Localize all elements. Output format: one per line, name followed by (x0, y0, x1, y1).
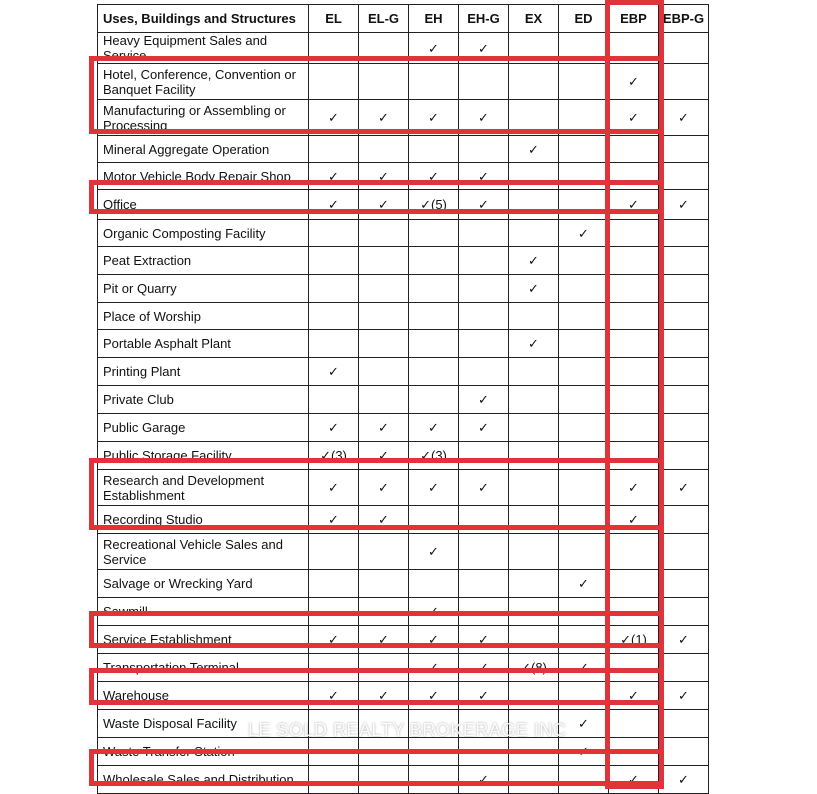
permit-mark-cell (559, 626, 609, 654)
use-label: Recreational Vehicle Sales and Service (98, 534, 309, 570)
permit-mark-cell (409, 136, 459, 163)
use-label: Waste Transfer Station (98, 738, 309, 766)
permit-mark-cell (359, 220, 409, 247)
permit-mark-cell: ✓ (459, 654, 509, 682)
permit-mark-cell (559, 100, 609, 136)
permit-mark-cell (509, 358, 559, 386)
permit-mark-cell (559, 682, 609, 710)
permit-mark-cell (509, 64, 559, 100)
permit-mark-cell (409, 64, 459, 100)
table-row (98, 358, 709, 386)
permit-mark-cell: ✓ (309, 470, 359, 506)
use-label: Peat Extraction (98, 247, 309, 275)
permit-mark-cell (659, 738, 709, 766)
table-row (98, 190, 709, 220)
permit-mark-cell (659, 136, 709, 163)
use-label: Recording Studio (98, 506, 309, 534)
table-row (98, 64, 709, 100)
header-zone-ebp: EBP (609, 5, 659, 33)
permit-mark-cell: ✓ (359, 414, 409, 442)
permit-mark-cell (409, 358, 459, 386)
permit-mark-cell (609, 598, 659, 626)
table-row (98, 654, 709, 682)
use-label: Portable Asphalt Plant (98, 330, 309, 358)
permit-mark-cell (609, 275, 659, 303)
table-row (98, 275, 709, 303)
permit-mark-cell (359, 330, 409, 358)
permit-mark-cell (509, 570, 559, 598)
permit-mark-cell (359, 534, 409, 570)
permit-mark-cell: ✓ (509, 247, 559, 275)
permit-mark-cell: ✓ (409, 470, 459, 506)
use-label: Public Garage (98, 414, 309, 442)
permit-mark-cell: ✓ (359, 506, 409, 534)
permit-mark-cell (359, 766, 409, 794)
permit-mark-cell (609, 414, 659, 442)
use-label: Organic Composting Facility (98, 220, 309, 247)
permit-mark-cell: ✓ (459, 414, 509, 442)
permit-mark-cell: ✓(3) (309, 442, 359, 470)
permit-mark-cell (509, 598, 559, 626)
permit-mark-cell: ✓ (459, 100, 509, 136)
use-label: Service Establishment (98, 626, 309, 654)
permit-mark-cell (659, 330, 709, 358)
permit-mark-cell: ✓ (409, 100, 459, 136)
header-uses: Uses, Buildings and Structures (98, 5, 309, 33)
permit-mark-cell (659, 247, 709, 275)
permit-mark-cell: ✓ (309, 626, 359, 654)
use-label: Manufacturing or Assembling or Processing (98, 100, 309, 136)
table-row (98, 598, 709, 626)
permit-mark-cell (409, 738, 459, 766)
permit-mark-cell (659, 163, 709, 190)
permit-mark-cell (559, 598, 609, 626)
permit-mark-cell (459, 738, 509, 766)
permit-mark-cell: ✓ (459, 682, 509, 710)
permit-mark-cell: ✓ (509, 275, 559, 303)
use-label: Heavy Equipment Sales and Service (98, 33, 309, 64)
header-zone-eh-g: EH-G (459, 5, 509, 33)
permit-mark-cell (559, 358, 609, 386)
permit-mark-cell: ✓ (309, 414, 359, 442)
permit-mark-cell (509, 33, 559, 64)
permit-mark-cell: ✓ (409, 534, 459, 570)
permit-mark-cell (459, 442, 509, 470)
permit-mark-cell: ✓ (409, 163, 459, 190)
permit-mark-cell (459, 570, 509, 598)
permit-mark-cell (609, 358, 659, 386)
table-row (98, 570, 709, 598)
permit-mark-cell (409, 220, 459, 247)
permit-mark-cell (309, 330, 359, 358)
table-row (98, 220, 709, 247)
permit-mark-cell (359, 303, 409, 330)
permit-mark-cell: ✓ (559, 220, 609, 247)
use-label: Waste Disposal Facility (98, 710, 309, 738)
permit-mark-cell: ✓ (459, 190, 509, 220)
permit-mark-cell (659, 414, 709, 442)
permit-mark-cell (659, 33, 709, 64)
permit-mark-cell (309, 738, 359, 766)
header-zone-el: EL (309, 5, 359, 33)
permit-mark-cell (559, 303, 609, 330)
permit-mark-cell (659, 220, 709, 247)
permit-mark-cell (309, 136, 359, 163)
permit-mark-cell (559, 442, 609, 470)
table-row (98, 247, 709, 275)
zoning-uses-table (97, 4, 709, 794)
permit-mark-cell (659, 386, 709, 414)
permit-mark-cell: ✓ (309, 100, 359, 136)
permit-mark-cell (659, 598, 709, 626)
permit-mark-cell: ✓ (409, 598, 459, 626)
permit-mark-cell (459, 64, 509, 100)
permit-mark-cell (309, 654, 359, 682)
use-label: Sawmill (98, 598, 309, 626)
permit-mark-cell: ✓ (309, 190, 359, 220)
permit-mark-cell (509, 163, 559, 190)
permit-mark-cell (509, 626, 559, 654)
permit-mark-cell (309, 386, 359, 414)
permit-mark-cell (559, 470, 609, 506)
permit-mark-cell (509, 682, 559, 710)
use-label: Warehouse (98, 682, 309, 710)
permit-mark-cell (509, 506, 559, 534)
permit-mark-cell: ✓ (309, 358, 359, 386)
table-row (98, 163, 709, 190)
permit-mark-cell: ✓ (659, 190, 709, 220)
permit-mark-cell (359, 33, 409, 64)
table-row (98, 414, 709, 442)
permit-mark-cell (309, 598, 359, 626)
permit-mark-cell (409, 386, 459, 414)
permit-mark-cell: ✓ (359, 470, 409, 506)
table-row (98, 330, 709, 358)
table-row (98, 442, 709, 470)
permit-mark-cell (309, 766, 359, 794)
permit-mark-cell: ✓ (459, 386, 509, 414)
permit-mark-cell (359, 654, 409, 682)
permit-mark-cell (459, 247, 509, 275)
use-label: Office (98, 190, 309, 220)
permit-mark-cell: ✓ (559, 738, 609, 766)
permit-mark-cell: ✓ (459, 626, 509, 654)
permit-mark-cell (559, 275, 609, 303)
use-label: Transportation Terminal (98, 654, 309, 682)
permit-mark-cell (609, 220, 659, 247)
permit-mark-cell (609, 303, 659, 330)
permit-mark-cell (409, 766, 459, 794)
permit-mark-cell (609, 330, 659, 358)
permit-mark-cell (559, 163, 609, 190)
permit-mark-cell: ✓ (459, 163, 509, 190)
permit-mark-cell (559, 414, 609, 442)
permit-mark-cell (559, 136, 609, 163)
permit-mark-cell (609, 33, 659, 64)
use-label: Pit or Quarry (98, 275, 309, 303)
permit-mark-cell (659, 506, 709, 534)
permit-mark-cell: ✓ (659, 470, 709, 506)
permit-mark-cell (559, 506, 609, 534)
permit-mark-cell: ✓ (659, 766, 709, 794)
permit-mark-cell (309, 33, 359, 64)
permit-mark-cell: ✓ (659, 100, 709, 136)
permit-mark-cell: ✓ (359, 626, 409, 654)
permit-mark-cell (509, 220, 559, 247)
permit-mark-cell (659, 275, 709, 303)
use-label: Hotel, Conference, Convention or Banquet Facility (98, 64, 309, 100)
use-label: Private Club (98, 386, 309, 414)
header-zone-ed: ED (559, 5, 609, 33)
permit-mark-cell (509, 303, 559, 330)
table-row (98, 626, 709, 654)
permit-mark-cell (659, 710, 709, 738)
permit-mark-cell (609, 710, 659, 738)
permit-mark-cell (509, 386, 559, 414)
permit-mark-cell: ✓ (559, 570, 609, 598)
table-row (98, 766, 709, 794)
permit-mark-cell: ✓ (609, 64, 659, 100)
use-label: Printing Plant (98, 358, 309, 386)
permit-mark-cell: ✓ (459, 470, 509, 506)
permit-mark-cell (659, 64, 709, 100)
permit-mark-cell (459, 534, 509, 570)
permit-mark-cell (609, 136, 659, 163)
permit-mark-cell: ✓ (509, 136, 559, 163)
permit-mark-cell (309, 220, 359, 247)
use-label: Motor Vehicle Body Repair Shop (98, 163, 309, 190)
permit-mark-cell (609, 163, 659, 190)
permit-mark-cell: ✓ (559, 654, 609, 682)
permit-mark-cell: ✓ (459, 766, 509, 794)
permit-mark-cell (509, 470, 559, 506)
permit-mark-cell (359, 570, 409, 598)
permit-mark-cell (559, 386, 609, 414)
permit-mark-cell (409, 330, 459, 358)
table-row (98, 136, 709, 163)
table-row (98, 303, 709, 330)
permit-mark-cell (609, 570, 659, 598)
permit-mark-cell (559, 534, 609, 570)
permit-mark-cell: ✓ (309, 506, 359, 534)
permit-mark-cell: ✓ (309, 682, 359, 710)
use-label: Research and Development Establishment (98, 470, 309, 506)
permit-mark-cell (359, 386, 409, 414)
permit-mark-cell (459, 330, 509, 358)
permit-mark-cell: ✓ (609, 100, 659, 136)
header-zone-el-g: EL-G (359, 5, 409, 33)
header-zone-eh: EH (409, 5, 459, 33)
permit-mark-cell (609, 534, 659, 570)
permit-mark-cell (509, 414, 559, 442)
permit-mark-cell: ✓ (359, 190, 409, 220)
permit-mark-cell (459, 598, 509, 626)
permit-mark-cell: ✓ (359, 682, 409, 710)
permit-mark-cell (509, 534, 559, 570)
permit-mark-cell (359, 598, 409, 626)
permit-mark-cell (559, 766, 609, 794)
permit-mark-cell (359, 358, 409, 386)
permit-mark-cell (559, 247, 609, 275)
header-zone-ebp-g: EBP-G (659, 5, 709, 33)
permit-mark-cell (459, 275, 509, 303)
permit-mark-cell (409, 247, 459, 275)
table-row (98, 470, 709, 506)
use-label: Mineral Aggregate Operation (98, 136, 309, 163)
permit-mark-cell (459, 506, 509, 534)
permit-mark-cell: ✓ (409, 414, 459, 442)
permit-mark-cell: ✓ (609, 190, 659, 220)
permit-mark-cell (509, 190, 559, 220)
permit-mark-cell (659, 303, 709, 330)
use-label: Wholesale Sales and Distribution (98, 766, 309, 794)
permit-mark-cell (509, 766, 559, 794)
permit-mark-cell (509, 100, 559, 136)
use-label: Place of Worship (98, 303, 309, 330)
watermark-text: LE SOLD REALTY BROKERAGE INC (248, 720, 567, 740)
permit-mark-cell (409, 506, 459, 534)
permit-mark-cell (659, 534, 709, 570)
permit-mark-cell (459, 220, 509, 247)
permit-mark-cell: ✓ (359, 442, 409, 470)
header-zone-ex: EX (509, 5, 559, 33)
permit-mark-cell (409, 303, 459, 330)
permit-mark-cell (509, 442, 559, 470)
table-row (98, 534, 709, 570)
permit-mark-cell (359, 136, 409, 163)
permit-mark-cell: ✓(8) (509, 654, 559, 682)
permit-mark-cell: ✓ (659, 682, 709, 710)
permit-mark-cell (659, 570, 709, 598)
permit-mark-cell (309, 570, 359, 598)
permit-mark-cell (309, 303, 359, 330)
table-row (98, 738, 709, 766)
permit-mark-cell: ✓(1) (609, 626, 659, 654)
permit-mark-cell (309, 64, 359, 100)
permit-mark-cell: ✓ (609, 470, 659, 506)
permit-mark-cell (509, 738, 559, 766)
use-label: Salvage or Wrecking Yard (98, 570, 309, 598)
permit-mark-cell (659, 358, 709, 386)
permit-mark-cell (359, 738, 409, 766)
permit-mark-cell (459, 303, 509, 330)
table-row (98, 100, 709, 136)
permit-mark-cell: ✓ (409, 654, 459, 682)
permit-mark-cell (409, 275, 459, 303)
permit-mark-cell: ✓(3) (409, 442, 459, 470)
permit-mark-cell: ✓ (409, 626, 459, 654)
permit-mark-cell (659, 442, 709, 470)
table-row (98, 33, 709, 64)
permit-mark-cell: ✓ (409, 33, 459, 64)
permit-mark-cell (659, 654, 709, 682)
permit-mark-cell (459, 136, 509, 163)
permit-mark-cell (359, 275, 409, 303)
permit-mark-cell: ✓ (509, 330, 559, 358)
permit-mark-cell (609, 738, 659, 766)
permit-mark-cell: ✓ (359, 163, 409, 190)
permit-mark-cell: ✓ (409, 682, 459, 710)
table-row (98, 386, 709, 414)
permit-mark-cell: ✓ (609, 682, 659, 710)
permit-mark-cell: ✓ (309, 163, 359, 190)
permit-mark-cell (559, 330, 609, 358)
permit-mark-cell (609, 654, 659, 682)
permit-mark-cell (609, 247, 659, 275)
permit-mark-cell (309, 247, 359, 275)
permit-mark-cell: ✓ (609, 766, 659, 794)
permit-mark-cell (609, 386, 659, 414)
permit-mark-cell (559, 190, 609, 220)
permit-mark-cell: ✓ (359, 100, 409, 136)
permit-mark-cell: ✓ (459, 33, 509, 64)
table-row (98, 682, 709, 710)
permit-mark-cell (559, 64, 609, 100)
permit-mark-cell (559, 33, 609, 64)
table-row (98, 506, 709, 534)
permit-mark-cell: ✓ (559, 710, 609, 738)
permit-mark-cell (309, 534, 359, 570)
permit-mark-cell (359, 64, 409, 100)
permit-mark-cell: ✓ (609, 506, 659, 534)
permit-mark-cell (609, 442, 659, 470)
table-header-row (98, 5, 709, 33)
permit-mark-cell (409, 570, 459, 598)
permit-mark-cell: ✓ (659, 626, 709, 654)
permit-mark-cell (359, 247, 409, 275)
permit-mark-cell (309, 275, 359, 303)
permit-mark-cell: ✓(5) (409, 190, 459, 220)
permit-mark-cell (459, 358, 509, 386)
use-label: Public Storage Facility (98, 442, 309, 470)
